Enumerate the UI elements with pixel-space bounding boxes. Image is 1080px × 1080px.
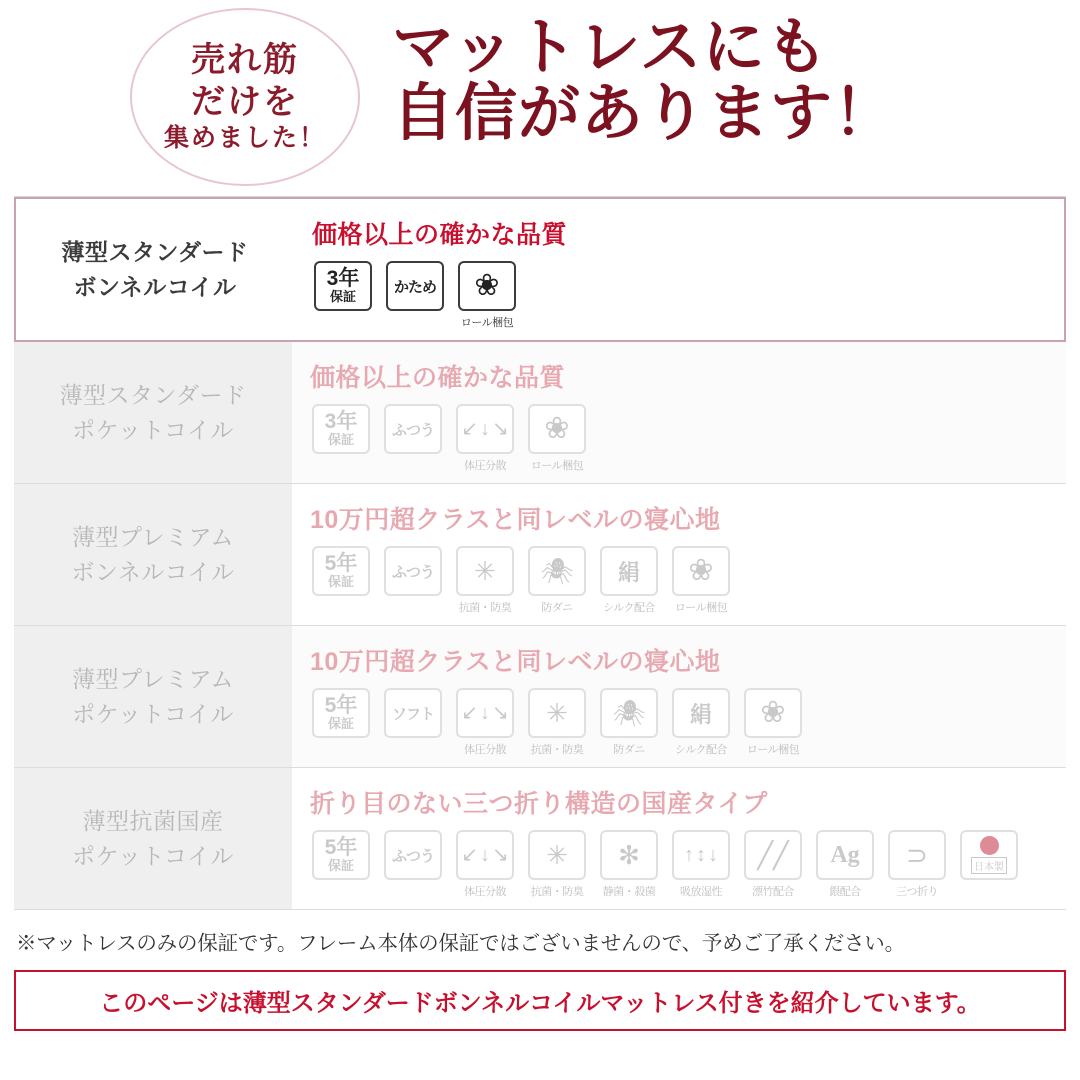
mattress-features [292, 484, 1066, 625]
star-glyph: ✳ [546, 840, 568, 870]
antibacterial-icon [454, 546, 516, 615]
warranty-3year-icon-box [314, 261, 372, 311]
warranty-3year-icon-box [312, 404, 370, 454]
warranty-5year-icon-box [312, 830, 370, 880]
pressure-dispersion-icon-caption: 体圧分散 [464, 460, 506, 472]
mattress-features [294, 199, 1064, 340]
star-glyph: ✳ [474, 556, 496, 586]
pressure-dispersion-icon [454, 688, 516, 757]
roll-packing-icon-box [528, 404, 586, 454]
roll-packing-icon-caption: ロール梱包 [674, 602, 728, 614]
antibacterial-icon [526, 688, 588, 757]
table-row[interactable] [14, 768, 1066, 910]
silver-blend-icon [814, 830, 876, 899]
table-row[interactable] [14, 484, 1066, 626]
silk-blend-icon-caption: シルク配合 [674, 744, 727, 756]
mattress-type-line-1: 薄型抗菌国産 [82, 808, 224, 834]
firmness-label: ふつう [391, 421, 434, 439]
bacteriostatic-icon-box [600, 830, 658, 880]
made-in-japan-icon-box [960, 830, 1018, 880]
roll-packing-icon [526, 404, 588, 473]
anti-mite-icon-caption: 防ダニ [613, 744, 645, 756]
firmness-icon-box [384, 404, 442, 454]
pressure-dispersion-icon-caption: 体圧分散 [464, 744, 506, 756]
moisture-glyph: ↑ ↕ ↓ [684, 844, 718, 866]
mattress-type-line-2: ボンネルコイル [73, 273, 237, 300]
roll-packing-icon-box [672, 546, 730, 596]
mattress-type-name [14, 342, 292, 483]
bamboo-blend-icon-caption: 漂竹配合 [752, 886, 794, 898]
made-in-japan-icon [958, 830, 1020, 880]
antibacterial-icon-box [456, 546, 514, 596]
feature-icon-list [310, 688, 1066, 757]
trifold-icon [886, 830, 948, 899]
warranty-5year-icon-box [312, 688, 370, 738]
roll-packing-icon [456, 261, 518, 330]
anti-mite-icon [526, 546, 588, 615]
antibacterial-icon-box [528, 830, 586, 880]
spiral-glyph: ❀ [544, 412, 570, 445]
silk-blend-icon [598, 546, 660, 615]
mite-glyph: 🕷 [612, 698, 646, 728]
feature-icon-list [310, 546, 1066, 615]
warranty-5year-icon [310, 688, 372, 738]
feature-catchphrase: 価格以上の確かな品質 [310, 364, 566, 392]
table-row[interactable] [14, 626, 1066, 768]
spiral-glyph: ❀ [474, 269, 500, 302]
japan-flag-label: 日本製 [971, 857, 1007, 874]
bestseller-badge [130, 8, 360, 186]
mattress-features [292, 342, 1066, 483]
firmness-label: ふつう [391, 847, 434, 865]
warranty-years: 3年 [326, 266, 360, 290]
warranty-years: 5年 [324, 551, 358, 575]
antibacterial-icon [526, 830, 588, 899]
firmness-icon [384, 261, 446, 311]
anti-mite-icon-caption: 防ダニ [541, 602, 573, 614]
warranty-years: 3年 [324, 409, 358, 433]
feature-icon-list [312, 261, 1064, 330]
trifold-icon-caption: 三つ折り [896, 886, 938, 898]
feature-catchphrase: 価格以上の確かな品質 [312, 221, 568, 249]
moisture-absorbing-icon-box [672, 830, 730, 880]
warranty-3year-icon [310, 404, 372, 454]
firmness-icon-box [386, 261, 444, 311]
firmness-icon [382, 830, 444, 880]
roll-packing-icon-caption: ロール梱包 [460, 317, 514, 329]
arrows-glyph: ↙ ↓ ↘ [461, 844, 509, 866]
warranty-label: 保証 [327, 573, 354, 589]
mattress-type-line-1: 薄型プレミアム [72, 666, 234, 692]
badge-line-1: 売れ筋 [191, 40, 299, 81]
anti-mite-icon-box [528, 546, 586, 596]
bamboo-blend-icon-box [744, 830, 802, 880]
warranty-note: ※マットレスのみの保証です。フレーム本体の保証ではございませんので、予めご了承ください。 [16, 932, 905, 955]
header [0, 0, 1080, 196]
warranty-label: 保証 [329, 288, 356, 304]
roll-packing-icon [742, 688, 804, 757]
silk-kanji: 絹 [617, 559, 640, 585]
bacteriostatic-icon [598, 830, 660, 899]
pressure-dispersion-icon-box [456, 688, 514, 738]
japan-flag [960, 832, 1018, 878]
firmness-label: ソフト [391, 705, 434, 723]
bamboo-glyph: ╱╱ [757, 840, 789, 870]
moisture-absorbing-icon-caption: 吸放湿性 [680, 886, 722, 898]
firmness-icon-box [384, 830, 442, 880]
mattress-type-name [14, 626, 292, 767]
mattress-type-line-1: 薄型プレミアム [72, 524, 234, 550]
firmness-label: かため [393, 278, 436, 296]
silk-blend-icon-box [672, 688, 730, 738]
silver-symbol: Ag [830, 841, 860, 868]
bacteriostatic-icon-caption: 静菌・殺菌 [602, 886, 656, 898]
mattress-features [292, 768, 1066, 909]
mattress-type-line-2: ポケットコイル [72, 416, 234, 443]
headline-line-2: 自信があります！ [392, 75, 897, 149]
japan-flag-dot [980, 836, 999, 855]
headline-line-1: マットレスにも [392, 10, 829, 83]
warranty-5year-icon [310, 546, 372, 596]
badge-line-2: だけを [191, 81, 299, 122]
mattress-type-name [14, 484, 292, 625]
firmness-icon-box [384, 546, 442, 596]
feature-catchphrase: 折り目のない三つ折り構造の国産タイプ [310, 790, 768, 818]
mattress-type-line-2: ポケットコイル [72, 700, 234, 727]
mattress-features [292, 626, 1066, 767]
pressure-dispersion-icon-box [456, 830, 514, 880]
bamboo-blend-icon [742, 830, 804, 899]
mattress-type-line-2: ポケットコイル [72, 842, 234, 869]
pressure-dispersion-icon-caption: 体圧分散 [464, 886, 506, 898]
star-glyph: ✳ [546, 698, 568, 728]
warranty-label: 保証 [327, 857, 354, 873]
warranty-5year-icon-box [312, 546, 370, 596]
current-page-banner: このページは薄型スタンダードボンネルコイルマットレス付きを紹介しています。 [14, 970, 1066, 1031]
roll-packing-icon-caption: ロール梱包 [746, 744, 800, 756]
table-row[interactable] [14, 342, 1066, 484]
mattress-type-line-2: ボンネルコイル [71, 558, 235, 585]
feature-catchphrase: 10万円超クラスと同レベルの寝心地 [310, 648, 721, 676]
pressure-dispersion-icon [454, 830, 516, 899]
mattress-type-line-1: 薄型スタンダード [59, 382, 247, 408]
roll-packing-icon-box [744, 688, 802, 738]
pressure-dispersion-icon [454, 404, 516, 473]
anti-mite-icon [598, 688, 660, 757]
mite-glyph: 🕷 [540, 556, 574, 586]
silk-blend-icon [670, 688, 732, 757]
mattress-type-name [14, 768, 292, 909]
roll-packing-icon-box [458, 261, 516, 311]
anti-mite-icon-box [600, 688, 658, 738]
firmness-icon [382, 404, 444, 454]
warranty-years: 5年 [324, 693, 358, 717]
silk-kanji: 絹 [689, 701, 712, 727]
firmness-icon [382, 688, 444, 738]
roll-packing-icon [670, 546, 732, 615]
silk-blend-icon-box [600, 546, 658, 596]
silk-blend-icon-caption: シルク配合 [602, 602, 655, 614]
antibacterial-icon-caption: 抗菌・防臭 [530, 744, 584, 756]
feature-catchphrase: 10万円超クラスと同レベルの寝心地 [310, 506, 721, 534]
moisture-absorbing-icon [670, 830, 732, 899]
spiral-glyph: ❀ [688, 554, 714, 587]
table-row[interactable] [14, 197, 1066, 342]
antibacterial-icon-caption: 抗菌・防臭 [458, 602, 512, 614]
antibacterial-icon-box [528, 688, 586, 738]
fold-glyph: ⊃ [906, 840, 928, 870]
warranty-3year-icon [312, 261, 374, 311]
warranty-label: 保証 [327, 715, 354, 731]
warranty-label: 保証 [327, 431, 354, 447]
silver-blend-icon-caption: 銀配合 [829, 886, 861, 898]
mattress-type-name [16, 199, 294, 340]
burst-glyph: ✻ [618, 840, 640, 870]
feature-icon-list [310, 830, 1066, 899]
arrows-glyph: ↙ ↓ ↘ [461, 418, 509, 440]
firmness-icon [382, 546, 444, 596]
roll-packing-icon-caption: ロール梱包 [530, 460, 584, 472]
page-title [392, 10, 897, 149]
trifold-icon-box [888, 830, 946, 880]
warranty-years: 5年 [324, 835, 358, 859]
antibacterial-icon-caption: 抗菌・防臭 [530, 886, 584, 898]
firmness-label: ふつう [391, 563, 434, 581]
feature-icon-list [310, 404, 1066, 473]
silver-blend-icon-box [816, 830, 874, 880]
badge-line-3: 集めました！ [163, 123, 326, 153]
warranty-5year-icon [310, 830, 372, 880]
mattress-comparison-table [14, 196, 1066, 910]
mattress-type-line-1: 薄型スタンダード [61, 239, 249, 265]
arrows-glyph: ↙ ↓ ↘ [461, 702, 509, 724]
spiral-glyph: ❀ [760, 696, 786, 729]
firmness-icon-box [384, 688, 442, 738]
pressure-dispersion-icon-box [456, 404, 514, 454]
